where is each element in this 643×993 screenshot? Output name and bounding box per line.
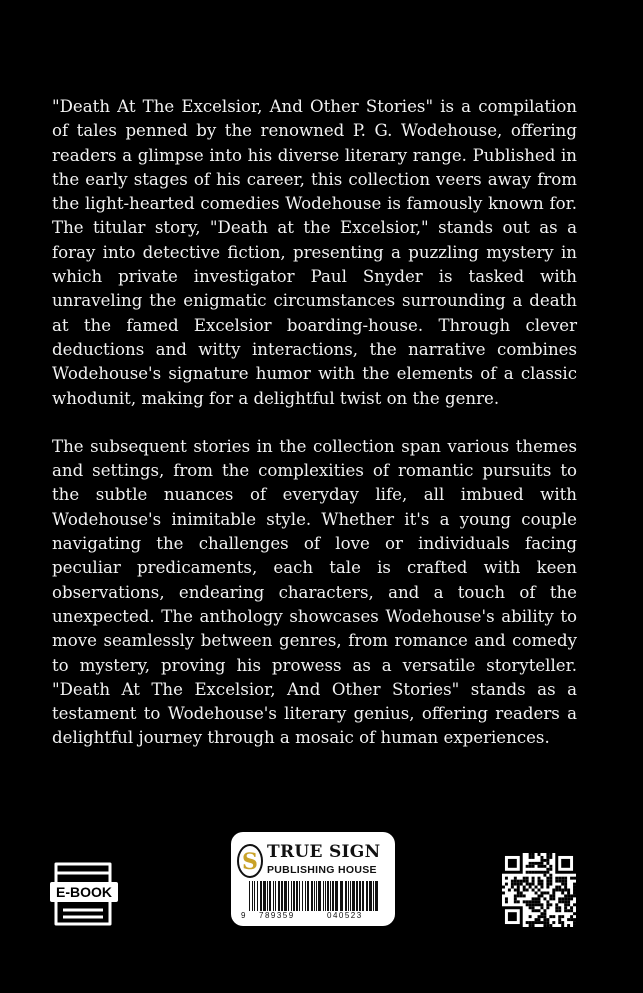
qr-module <box>555 889 558 892</box>
qr-module <box>552 889 555 892</box>
qr-module <box>549 856 552 859</box>
qr-module <box>538 877 541 880</box>
qr-module <box>564 883 567 886</box>
qr-module <box>546 862 549 865</box>
qr-module <box>561 924 564 927</box>
qr-module <box>567 924 570 927</box>
qr-module <box>546 883 549 886</box>
barcode-bar <box>327 881 329 911</box>
qr-module <box>538 880 541 883</box>
barcode-bar <box>345 881 347 911</box>
qr-module <box>538 915 541 918</box>
qr-module <box>532 856 535 859</box>
qr-module <box>546 918 549 921</box>
qr-module <box>573 883 576 886</box>
qr-module <box>520 880 523 883</box>
qr-module <box>561 921 564 924</box>
qr-module <box>517 891 520 894</box>
qr-module <box>567 889 570 892</box>
qr-module <box>502 886 505 889</box>
barcode-bar <box>254 881 255 911</box>
ebook-icon <box>50 860 118 928</box>
qr-module <box>540 906 543 909</box>
qr-module <box>552 915 555 918</box>
qr-module <box>570 877 573 880</box>
publisher-name: TRUE SIGN <box>267 842 381 862</box>
qr-module <box>546 877 549 880</box>
barcode-bar <box>325 881 326 911</box>
qr-module <box>570 894 573 897</box>
qr-module <box>529 871 532 874</box>
qr-module <box>514 880 517 883</box>
qr-module <box>558 900 561 903</box>
qr-module <box>532 853 535 856</box>
qr-module <box>567 900 570 903</box>
qr-module <box>555 880 558 883</box>
qr-module <box>529 853 532 856</box>
qr-module <box>529 906 532 909</box>
qr-module <box>529 862 532 865</box>
qr-module <box>558 880 561 883</box>
qr-module <box>543 871 546 874</box>
qr-module <box>549 915 552 918</box>
barcode-bar <box>307 881 309 911</box>
qr-module <box>523 894 526 897</box>
barcode-bar <box>366 881 368 911</box>
qr-module <box>558 906 561 909</box>
qr-module <box>543 915 546 918</box>
qr-module <box>535 897 538 900</box>
qr-module <box>549 897 552 900</box>
isbn-group-2: 040523 <box>327 911 363 920</box>
qr-module <box>517 900 520 903</box>
qr-module <box>573 886 576 889</box>
qr-module <box>517 883 520 886</box>
qr-module <box>570 918 573 921</box>
qr-module <box>573 889 576 892</box>
barcode-bar <box>340 881 343 911</box>
qr-module <box>561 889 564 892</box>
qr-module <box>543 874 546 877</box>
qr-module <box>511 880 514 883</box>
qr-module <box>558 918 561 921</box>
qr-module <box>540 891 543 894</box>
isbn-lead-digit: 9 <box>241 911 246 920</box>
qr-module <box>546 924 549 927</box>
qr-module <box>532 903 535 906</box>
qr-module <box>508 889 511 892</box>
qr-module <box>549 883 552 886</box>
qr-module <box>535 900 538 903</box>
qr-module <box>543 909 546 912</box>
qr-module <box>529 924 532 927</box>
qr-module <box>517 889 520 892</box>
qr-module <box>532 865 535 868</box>
qr-module <box>546 886 549 889</box>
qr-module <box>549 924 552 927</box>
barcode-bar <box>318 881 321 911</box>
qr-module <box>546 868 549 871</box>
qr-module <box>514 897 517 900</box>
qr-finder <box>508 859 517 868</box>
isbn-barcode <box>247 881 381 911</box>
qr-module <box>561 915 564 918</box>
qr-module <box>567 897 570 900</box>
qr-module <box>526 880 529 883</box>
qr-module <box>558 915 561 918</box>
qr-module <box>543 918 546 921</box>
qr-module <box>555 877 558 880</box>
blurb-paragraph-2: The subsequent stories in the collection span various themes and settings, from the complexities of romantic pursuits to the subtle nuances of everyday life, all imbued with Wodehouse's inimitable style. Whether it's a young couple navigating the challenges of love or individuals facing peculiar predicaments, each tale is crafted with keen observations, endearing characters, and a touch of the unexpected. The anthology showcases Wodehouse's ability to move seamlessly between genres, from romance and comedy to mystery, proving his prowess as a versatile storyteller. "Death At The Excelsior, And Other Stories" stands as a testament to Wodehouse's literary genius, offering readers a delightful journey through a mosaic of human experiences. <box>52 436 577 748</box>
qr-module <box>546 871 549 874</box>
qr-module <box>570 909 573 912</box>
qr-module <box>529 856 532 859</box>
qr-module <box>573 924 576 927</box>
qr-module <box>543 891 546 894</box>
qr-module <box>532 924 535 927</box>
qr-module <box>567 909 570 912</box>
qr-module <box>538 897 541 900</box>
qr-module <box>573 912 576 915</box>
barcode-bar <box>293 881 295 911</box>
qr-module <box>543 921 546 924</box>
qr-module <box>529 900 532 903</box>
qr-module <box>573 877 576 880</box>
barcode-bar <box>332 881 334 911</box>
qr-module <box>540 894 543 897</box>
barcode-bar <box>291 881 292 911</box>
qr-module <box>549 880 552 883</box>
qr-module <box>567 891 570 894</box>
barcode-bar <box>281 881 283 911</box>
qr-module <box>535 918 538 921</box>
barcode-bar <box>350 881 351 911</box>
qr-module <box>520 894 523 897</box>
qr-module <box>514 900 517 903</box>
qr-module <box>535 903 538 906</box>
barcode-bar <box>311 881 313 911</box>
qr-module <box>535 891 538 894</box>
qr-module <box>558 886 561 889</box>
qr-module <box>546 859 549 862</box>
qr-module <box>564 886 567 889</box>
qr-module <box>564 880 567 883</box>
qr-module <box>543 897 546 900</box>
barcode-bar <box>359 881 361 911</box>
qr-code <box>502 853 576 927</box>
qr-module <box>526 883 529 886</box>
qr-module <box>538 900 541 903</box>
qr-module <box>538 871 541 874</box>
qr-module <box>564 897 567 900</box>
qr-module <box>526 900 529 903</box>
barcode-bar <box>269 881 271 911</box>
qr-module <box>526 903 529 906</box>
barcode-bar <box>323 881 324 911</box>
qr-module <box>511 886 514 889</box>
qr-module <box>535 871 538 874</box>
qr-module <box>514 877 517 880</box>
barcode-bar <box>296 881 298 911</box>
barcode-bar <box>314 881 315 911</box>
qr-module <box>523 900 526 903</box>
qr-module <box>573 894 576 897</box>
qr-module <box>532 862 535 865</box>
barcode-bar <box>288 881 289 911</box>
qr-module <box>540 871 543 874</box>
qr-module <box>526 871 529 874</box>
barcode-bar <box>252 881 253 911</box>
qr-module <box>532 900 535 903</box>
barcode-bar <box>267 881 268 911</box>
qr-module <box>540 886 543 889</box>
qr-module <box>570 906 573 909</box>
qr-module <box>529 883 532 886</box>
qr-module <box>505 877 508 880</box>
qr-module <box>561 891 564 894</box>
qr-module <box>538 921 541 924</box>
qr-module <box>564 909 567 912</box>
isbn-number <box>241 911 387 923</box>
qr-module <box>532 921 535 924</box>
qr-module <box>538 865 541 868</box>
qr-module <box>552 921 555 924</box>
qr-module <box>564 877 567 880</box>
qr-module <box>564 900 567 903</box>
publisher-logo-letter: S <box>242 849 258 875</box>
qr-module <box>523 880 526 883</box>
qr-module <box>535 886 538 889</box>
qr-module <box>535 921 538 924</box>
qr-module <box>538 918 541 921</box>
qr-module <box>529 865 532 868</box>
barcode-bar <box>348 881 349 911</box>
qr-module <box>532 880 535 883</box>
qr-module <box>558 889 561 892</box>
qr-module <box>520 883 523 886</box>
qr-module <box>567 894 570 897</box>
qr-module <box>570 897 573 900</box>
qr-module <box>532 906 535 909</box>
qr-module <box>532 871 535 874</box>
blurb-paragraph-1: "Death At The Excelsior, And Other Stories" is a compilation of tales penned by the renowned P. G. Wodehouse, offering readers a glimpse into his diverse literary range. Published in the early stages of his career, this collection veers away from the light-hearted comedies Wodehouse is famously known for. The titular story, "Death at the Excelsior," stands out as a foray into detective fiction, presenting a puzzling mystery in which private investigator Paul Snyder is tasked with unraveling the enigmatic circumstances surrounding a death at the famed Excelsior boarding-house. Through clever deductions and witty interactions, the narrative combines Wodehouse's signature humor with the elements of a classic whodunit, making for a delightful twist on the genre. <box>52 97 577 408</box>
barcode-bar <box>257 881 258 911</box>
barcode-bar <box>362 881 364 911</box>
qr-module <box>552 897 555 900</box>
qr-module <box>526 865 529 868</box>
qr-module <box>540 912 543 915</box>
barcode-bar <box>335 881 338 911</box>
qr-module <box>558 897 561 900</box>
qr-module <box>540 880 543 883</box>
qr-module <box>540 915 543 918</box>
barcode-bar <box>373 881 374 911</box>
qr-module <box>543 865 546 868</box>
barcode-bar <box>302 881 303 911</box>
qr-module <box>546 900 549 903</box>
qr-module <box>552 891 555 894</box>
qr-module <box>532 877 535 880</box>
ebook-label: E-BOOK <box>56 884 112 900</box>
qr-module <box>517 894 520 897</box>
qr-module <box>549 877 552 880</box>
qr-module <box>573 891 576 894</box>
qr-module <box>517 880 520 883</box>
qr-module <box>558 909 561 912</box>
qr-module <box>523 889 526 892</box>
publisher-logo-icon <box>237 844 263 878</box>
barcode-bar <box>275 881 276 911</box>
qr-finder <box>508 912 517 921</box>
qr-module <box>543 859 546 862</box>
qr-module <box>532 909 535 912</box>
qr-module <box>505 883 508 886</box>
qr-module <box>564 903 567 906</box>
qr-module <box>546 891 549 894</box>
qr-module <box>538 909 541 912</box>
qr-module <box>538 862 541 865</box>
qr-module <box>561 880 564 883</box>
qr-module <box>543 912 546 915</box>
qr-module <box>561 877 564 880</box>
qr-module <box>517 886 520 889</box>
qr-module <box>526 877 529 880</box>
qr-module <box>540 883 543 886</box>
qr-module <box>535 909 538 912</box>
qr-module <box>564 889 567 892</box>
barcode-bar <box>330 881 331 911</box>
barcode-bar <box>316 881 317 911</box>
barcode-bar <box>249 881 250 911</box>
isbn-group-1: 789359 <box>259 911 295 920</box>
qr-module <box>532 889 535 892</box>
qr-module <box>532 883 535 886</box>
qr-module <box>540 921 543 924</box>
qr-module <box>555 903 558 906</box>
qr-module <box>523 886 526 889</box>
qr-module <box>523 877 526 880</box>
qr-module <box>561 900 564 903</box>
qr-module <box>549 868 552 871</box>
qr-module <box>505 897 508 900</box>
qr-module <box>543 924 546 927</box>
qr-module <box>546 880 549 883</box>
qr-module <box>561 883 564 886</box>
publisher-label <box>231 832 395 926</box>
qr-module <box>564 906 567 909</box>
qr-finder <box>561 859 570 868</box>
barcode-bar <box>305 881 306 911</box>
barcode-bar <box>299 881 300 911</box>
blurb-text <box>52 95 577 775</box>
qr-module <box>558 877 561 880</box>
qr-module <box>526 921 529 924</box>
qr-module <box>535 862 538 865</box>
qr-module <box>546 921 549 924</box>
qr-module <box>540 859 543 862</box>
qr-module <box>526 889 529 892</box>
barcode-bar <box>375 881 378 911</box>
qr-module <box>529 915 532 918</box>
qr-module <box>558 921 561 924</box>
qr-module <box>514 894 517 897</box>
qr-module <box>505 900 508 903</box>
qr-module <box>538 853 541 856</box>
qr-module <box>514 883 517 886</box>
barcode-bar <box>273 881 274 911</box>
qr-module <box>540 865 543 868</box>
qr-module <box>538 894 541 897</box>
barcode-bar <box>284 881 287 911</box>
qr-module <box>567 918 570 921</box>
qr-module <box>564 894 567 897</box>
qr-module <box>529 903 532 906</box>
barcode-bar <box>260 881 262 911</box>
qr-module <box>549 903 552 906</box>
qr-module <box>573 918 576 921</box>
publisher-subtitle: PUBLISHING HOUSE <box>267 864 377 876</box>
qr-module <box>555 909 558 912</box>
barcode-bar <box>369 881 372 911</box>
qr-module <box>549 894 552 897</box>
barcode-bar <box>352 881 355 911</box>
qr-module <box>540 903 543 906</box>
qr-module <box>538 903 541 906</box>
qr-module <box>561 897 564 900</box>
qr-module <box>546 853 549 856</box>
qr-module <box>549 865 552 868</box>
qr-module <box>538 883 541 886</box>
qr-module <box>529 921 532 924</box>
qr-module <box>540 856 543 859</box>
barcode-bar <box>278 881 280 911</box>
qr-module <box>573 903 576 906</box>
qr-module <box>538 889 541 892</box>
qr-module <box>567 903 570 906</box>
qr-module <box>502 891 505 894</box>
barcode-bar <box>263 881 266 911</box>
qr-module <box>546 906 549 909</box>
qr-module <box>555 906 558 909</box>
qr-module <box>520 891 523 894</box>
qr-module <box>511 883 514 886</box>
qr-module <box>552 894 555 897</box>
barcode-bar <box>356 881 358 911</box>
qr-module <box>555 886 558 889</box>
qr-module <box>570 915 573 918</box>
qr-module <box>540 862 543 865</box>
qr-module <box>546 856 549 859</box>
qr-module <box>549 853 552 856</box>
qr-module <box>546 903 549 906</box>
qr-module <box>532 897 535 900</box>
qr-module <box>573 921 576 924</box>
qr-module <box>549 874 552 877</box>
qr-module <box>529 886 532 889</box>
qr-module <box>514 889 517 892</box>
